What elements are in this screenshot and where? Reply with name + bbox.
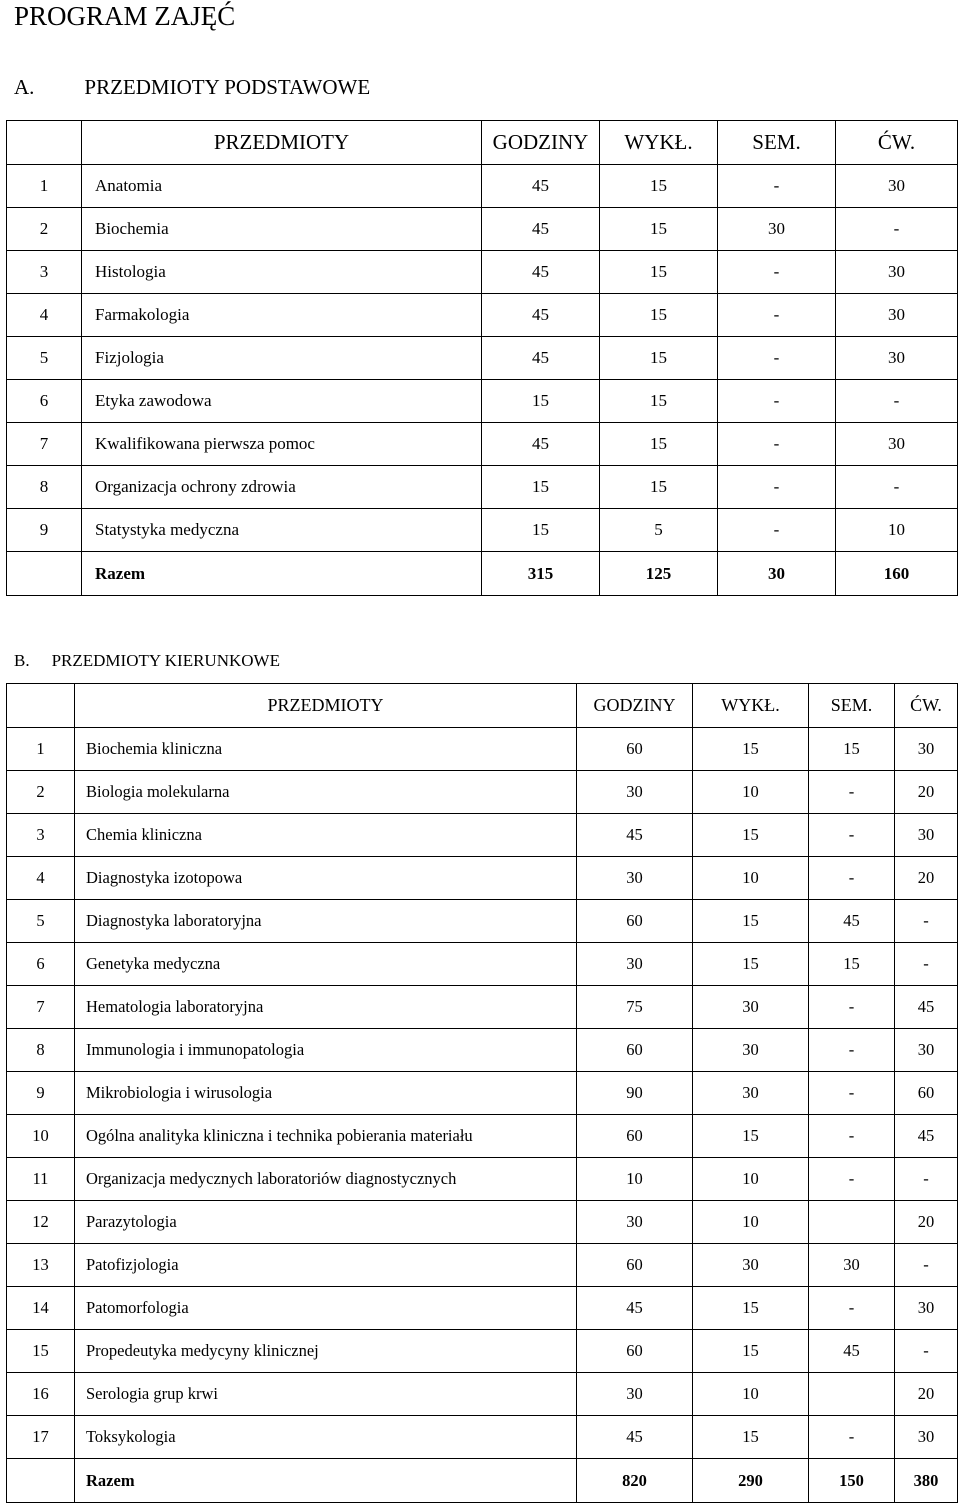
lectures-value: 30 — [693, 1029, 809, 1072]
lectures-value: 15 — [600, 466, 718, 509]
subject-name: Biologia molekularna — [75, 771, 577, 814]
row-number: 2 — [7, 771, 75, 814]
seminars-value: - — [718, 251, 836, 294]
lectures-value: 15 — [693, 900, 809, 943]
table-row — [7, 1244, 958, 1287]
header-lectures: WYKŁ. — [693, 684, 809, 728]
total-seminars: 30 — [718, 552, 836, 596]
table-basic-subjects — [6, 120, 958, 596]
lectures-value: 15 — [693, 728, 809, 771]
total-hours: 315 — [482, 552, 600, 596]
table-row — [7, 1201, 958, 1244]
lectures-value: 30 — [693, 986, 809, 1029]
table-row — [7, 1072, 958, 1115]
table-header-row — [7, 121, 958, 165]
lectures-value: 15 — [600, 294, 718, 337]
subject-name: Histologia — [82, 251, 482, 294]
table-row — [7, 208, 958, 251]
header-hours: GODZINY — [482, 121, 600, 165]
exercises-value: - — [895, 900, 958, 943]
hours-value: 30 — [577, 943, 693, 986]
subject-name: Statystyka medyczna — [82, 509, 482, 552]
seminars-value: - — [718, 165, 836, 208]
seminars-value: - — [809, 1416, 895, 1459]
row-number: 12 — [7, 1201, 75, 1244]
seminars-value: - — [809, 1115, 895, 1158]
hours-value: 60 — [577, 1115, 693, 1158]
seminars-value: - — [809, 1029, 895, 1072]
lectures-value: 15 — [693, 1330, 809, 1373]
subject-name: Hematologia laboratoryjna — [75, 986, 577, 1029]
row-number: 17 — [7, 1416, 75, 1459]
exercises-value: - — [836, 466, 958, 509]
total-label: Razem — [75, 1459, 577, 1503]
table-row — [7, 943, 958, 986]
row-number: 1 — [7, 728, 75, 771]
table-row — [7, 1029, 958, 1072]
lectures-value: 15 — [600, 165, 718, 208]
subject-name: Fizjologia — [82, 337, 482, 380]
row-number: 15 — [7, 1330, 75, 1373]
hours-value: 45 — [577, 1287, 693, 1330]
hours-value: 45 — [577, 1416, 693, 1459]
row-number: 6 — [7, 380, 82, 423]
header-seminars: SEM. — [809, 684, 895, 728]
seminars-value: - — [809, 1158, 895, 1201]
row-number: 14 — [7, 1287, 75, 1330]
row-number: 5 — [7, 337, 82, 380]
lectures-value: 30 — [693, 1072, 809, 1115]
subject-name: Kwalifikowana pierwsza pomoc — [82, 423, 482, 466]
lectures-value: 5 — [600, 509, 718, 552]
hours-value: 45 — [577, 814, 693, 857]
total-row — [7, 1459, 958, 1503]
exercises-value: 30 — [836, 294, 958, 337]
table-row — [7, 509, 958, 552]
lectures-value: 15 — [600, 251, 718, 294]
subject-name: Toksykologia — [75, 1416, 577, 1459]
hours-value: 75 — [577, 986, 693, 1029]
subject-name: Organizacja medycznych laboratoriów diagnostycznych — [75, 1158, 577, 1201]
exercises-value: - — [895, 1330, 958, 1373]
header-subject: PRZEDMIOTY — [75, 684, 577, 728]
table-major-subjects — [6, 683, 958, 1503]
exercises-value: 30 — [836, 251, 958, 294]
hours-value: 60 — [577, 900, 693, 943]
seminars-value: - — [718, 509, 836, 552]
row-number: 9 — [7, 1072, 75, 1115]
hours-value: 30 — [577, 1201, 693, 1244]
exercises-value: 30 — [895, 1029, 958, 1072]
table-row — [7, 900, 958, 943]
lectures-value: 10 — [693, 857, 809, 900]
subject-name: Mikrobiologia i wirusologia — [75, 1072, 577, 1115]
subject-name: Parazytologia — [75, 1201, 577, 1244]
row-number: 7 — [7, 986, 75, 1029]
table-row — [7, 986, 958, 1029]
seminars-value: 30 — [718, 208, 836, 251]
exercises-value: 20 — [895, 771, 958, 814]
page-title: PROGRAM ZAJĘĆ — [14, 1, 236, 31]
exercises-value: 10 — [836, 509, 958, 552]
row-number: 4 — [7, 294, 82, 337]
hours-value: 15 — [482, 380, 600, 423]
hours-value: 30 — [577, 857, 693, 900]
hours-value: 60 — [577, 1244, 693, 1287]
table-row — [7, 380, 958, 423]
exercises-value: 30 — [895, 728, 958, 771]
exercises-value: 30 — [895, 1416, 958, 1459]
subject-name: Biochemia kliniczna — [75, 728, 577, 771]
seminars-value: - — [718, 466, 836, 509]
table-row — [7, 165, 958, 208]
seminars-value: 15 — [809, 728, 895, 771]
total-exercises: 380 — [895, 1459, 958, 1503]
table-row — [7, 728, 958, 771]
subject-name: Propedeutyka medycyny klinicznej — [75, 1330, 577, 1373]
table-row — [7, 857, 958, 900]
table-row — [7, 1373, 958, 1416]
table-row — [7, 1287, 958, 1330]
row-number: 5 — [7, 900, 75, 943]
lectures-value: 15 — [693, 1416, 809, 1459]
section-b-heading — [14, 650, 280, 672]
exercises-value: - — [836, 380, 958, 423]
exercises-value: 20 — [895, 1373, 958, 1416]
exercises-value: - — [836, 208, 958, 251]
hours-value: 45 — [482, 165, 600, 208]
row-number: 13 — [7, 1244, 75, 1287]
header-lectures: WYKŁ. — [600, 121, 718, 165]
exercises-value: - — [895, 1244, 958, 1287]
hours-value: 45 — [482, 337, 600, 380]
total-exercises: 160 — [836, 552, 958, 596]
row-number: 7 — [7, 423, 82, 466]
exercises-value: 45 — [895, 1115, 958, 1158]
exercises-value: 30 — [895, 1287, 958, 1330]
exercises-value: 30 — [836, 165, 958, 208]
total-blank-cell — [7, 552, 82, 596]
row-number: 2 — [7, 208, 82, 251]
row-number: 6 — [7, 943, 75, 986]
section-a-heading — [14, 73, 370, 101]
lectures-value: 15 — [693, 943, 809, 986]
exercises-value: 30 — [836, 337, 958, 380]
seminars-value: 45 — [809, 1330, 895, 1373]
exercises-value: 45 — [895, 986, 958, 1029]
header-seminars: SEM. — [718, 121, 836, 165]
seminars-value — [809, 1201, 895, 1244]
exercises-value: - — [895, 1158, 958, 1201]
subject-name: Immunologia i immunopatologia — [75, 1029, 577, 1072]
hours-value: 45 — [482, 251, 600, 294]
subject-name: Diagnostyka laboratoryjna — [75, 900, 577, 943]
exercises-value: 20 — [895, 1201, 958, 1244]
row-number: 16 — [7, 1373, 75, 1416]
seminars-value: 45 — [809, 900, 895, 943]
lectures-value: 15 — [693, 1287, 809, 1330]
header-exercises: ĆW. — [895, 684, 958, 728]
total-row — [7, 552, 958, 596]
total-hours: 820 — [577, 1459, 693, 1503]
row-number: 8 — [7, 1029, 75, 1072]
row-number: 10 — [7, 1115, 75, 1158]
seminars-value: - — [809, 814, 895, 857]
lectures-value: 15 — [600, 208, 718, 251]
hours-value: 60 — [577, 1330, 693, 1373]
table-row — [7, 771, 958, 814]
section-b-label: PRZEDMIOTY KIERUNKOWE — [51, 651, 280, 670]
hours-value: 15 — [482, 466, 600, 509]
table-row — [7, 1416, 958, 1459]
table-row — [7, 1115, 958, 1158]
total-label: Razem — [82, 552, 482, 596]
subject-name: Farmakologia — [82, 294, 482, 337]
subject-name: Patomorfologia — [75, 1287, 577, 1330]
table-row — [7, 466, 958, 509]
seminars-value: - — [809, 986, 895, 1029]
lectures-value: 15 — [693, 814, 809, 857]
subject-name: Organizacja ochrony zdrowia — [82, 466, 482, 509]
section-b-letter: B. — [14, 651, 30, 670]
table-row — [7, 1158, 958, 1201]
subject-name: Genetyka medyczna — [75, 943, 577, 986]
row-number: 3 — [7, 251, 82, 294]
header-hours: GODZINY — [577, 684, 693, 728]
section-a-letter: A. — [14, 75, 35, 99]
lectures-value: 15 — [600, 423, 718, 466]
lectures-value: 10 — [693, 1201, 809, 1244]
header-blank-cell — [7, 684, 75, 728]
header-blank-cell — [7, 121, 82, 165]
subject-name: Serologia grup krwi — [75, 1373, 577, 1416]
hours-value: 45 — [482, 423, 600, 466]
table-row — [7, 423, 958, 466]
hours-value: 60 — [577, 728, 693, 771]
exercises-value: 60 — [895, 1072, 958, 1115]
subject-name: Biochemia — [82, 208, 482, 251]
lectures-value: 15 — [693, 1115, 809, 1158]
hours-value: 90 — [577, 1072, 693, 1115]
row-number: 11 — [7, 1158, 75, 1201]
hours-value: 15 — [482, 509, 600, 552]
seminars-value: - — [809, 771, 895, 814]
table-row — [7, 814, 958, 857]
exercises-value: 30 — [836, 423, 958, 466]
lectures-value: 15 — [600, 337, 718, 380]
seminars-value: - — [718, 380, 836, 423]
seminars-value: 30 — [809, 1244, 895, 1287]
seminars-value: - — [718, 423, 836, 466]
table-row — [7, 294, 958, 337]
hours-value: 10 — [577, 1158, 693, 1201]
exercises-value: 30 — [895, 814, 958, 857]
hours-value: 45 — [482, 208, 600, 251]
subject-name: Patofizjologia — [75, 1244, 577, 1287]
seminars-value — [809, 1373, 895, 1416]
header-subject: PRZEDMIOTY — [82, 121, 482, 165]
seminars-value: - — [809, 1287, 895, 1330]
row-number: 4 — [7, 857, 75, 900]
lectures-value: 10 — [693, 1373, 809, 1416]
total-lectures: 125 — [600, 552, 718, 596]
hours-value: 60 — [577, 1029, 693, 1072]
subject-name: Chemia kliniczna — [75, 814, 577, 857]
table-row — [7, 1330, 958, 1373]
subject-name: Etyka zawodowa — [82, 380, 482, 423]
seminars-value: 15 — [809, 943, 895, 986]
lectures-value: 15 — [600, 380, 718, 423]
section-a-label: PRZEDMIOTY PODSTAWOWE — [84, 75, 371, 99]
total-lectures: 290 — [693, 1459, 809, 1503]
subject-name: Anatomia — [82, 165, 482, 208]
seminars-value: - — [718, 337, 836, 380]
seminars-value: - — [809, 1072, 895, 1115]
exercises-value: - — [895, 943, 958, 986]
hours-value: 30 — [577, 771, 693, 814]
row-number: 9 — [7, 509, 82, 552]
seminars-value: - — [809, 857, 895, 900]
seminars-value: - — [718, 294, 836, 337]
table-row — [7, 251, 958, 294]
subject-name: Ogólna analityka kliniczna i technika pobierania materiału — [75, 1115, 577, 1158]
lectures-value: 30 — [693, 1244, 809, 1287]
row-number: 1 — [7, 165, 82, 208]
row-number: 8 — [7, 466, 82, 509]
exercises-value: 20 — [895, 857, 958, 900]
total-seminars: 150 — [809, 1459, 895, 1503]
row-number: 3 — [7, 814, 75, 857]
lectures-value: 10 — [693, 771, 809, 814]
total-blank-cell — [7, 1459, 75, 1503]
subject-name: Diagnostyka izotopowa — [75, 857, 577, 900]
table-row — [7, 337, 958, 380]
header-exercises: ĆW. — [836, 121, 958, 165]
hours-value: 30 — [577, 1373, 693, 1416]
lectures-value: 10 — [693, 1158, 809, 1201]
hours-value: 45 — [482, 294, 600, 337]
table-header-row — [7, 684, 958, 728]
